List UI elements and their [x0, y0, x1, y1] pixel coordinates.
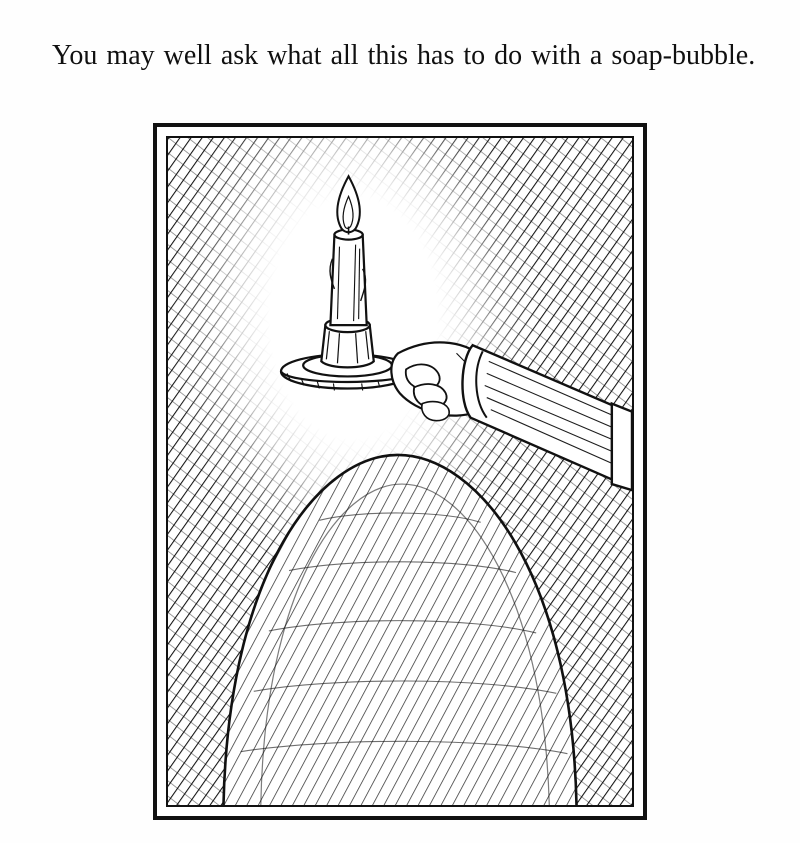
paragraph-text: You may well ask what all this has to do with a soap-bubble.: [52, 40, 756, 71]
figure-outer-border: [153, 123, 647, 820]
figure-inner-border: [166, 136, 634, 807]
engraving-artwork: [168, 138, 632, 805]
figure-illustration: [153, 123, 647, 820]
